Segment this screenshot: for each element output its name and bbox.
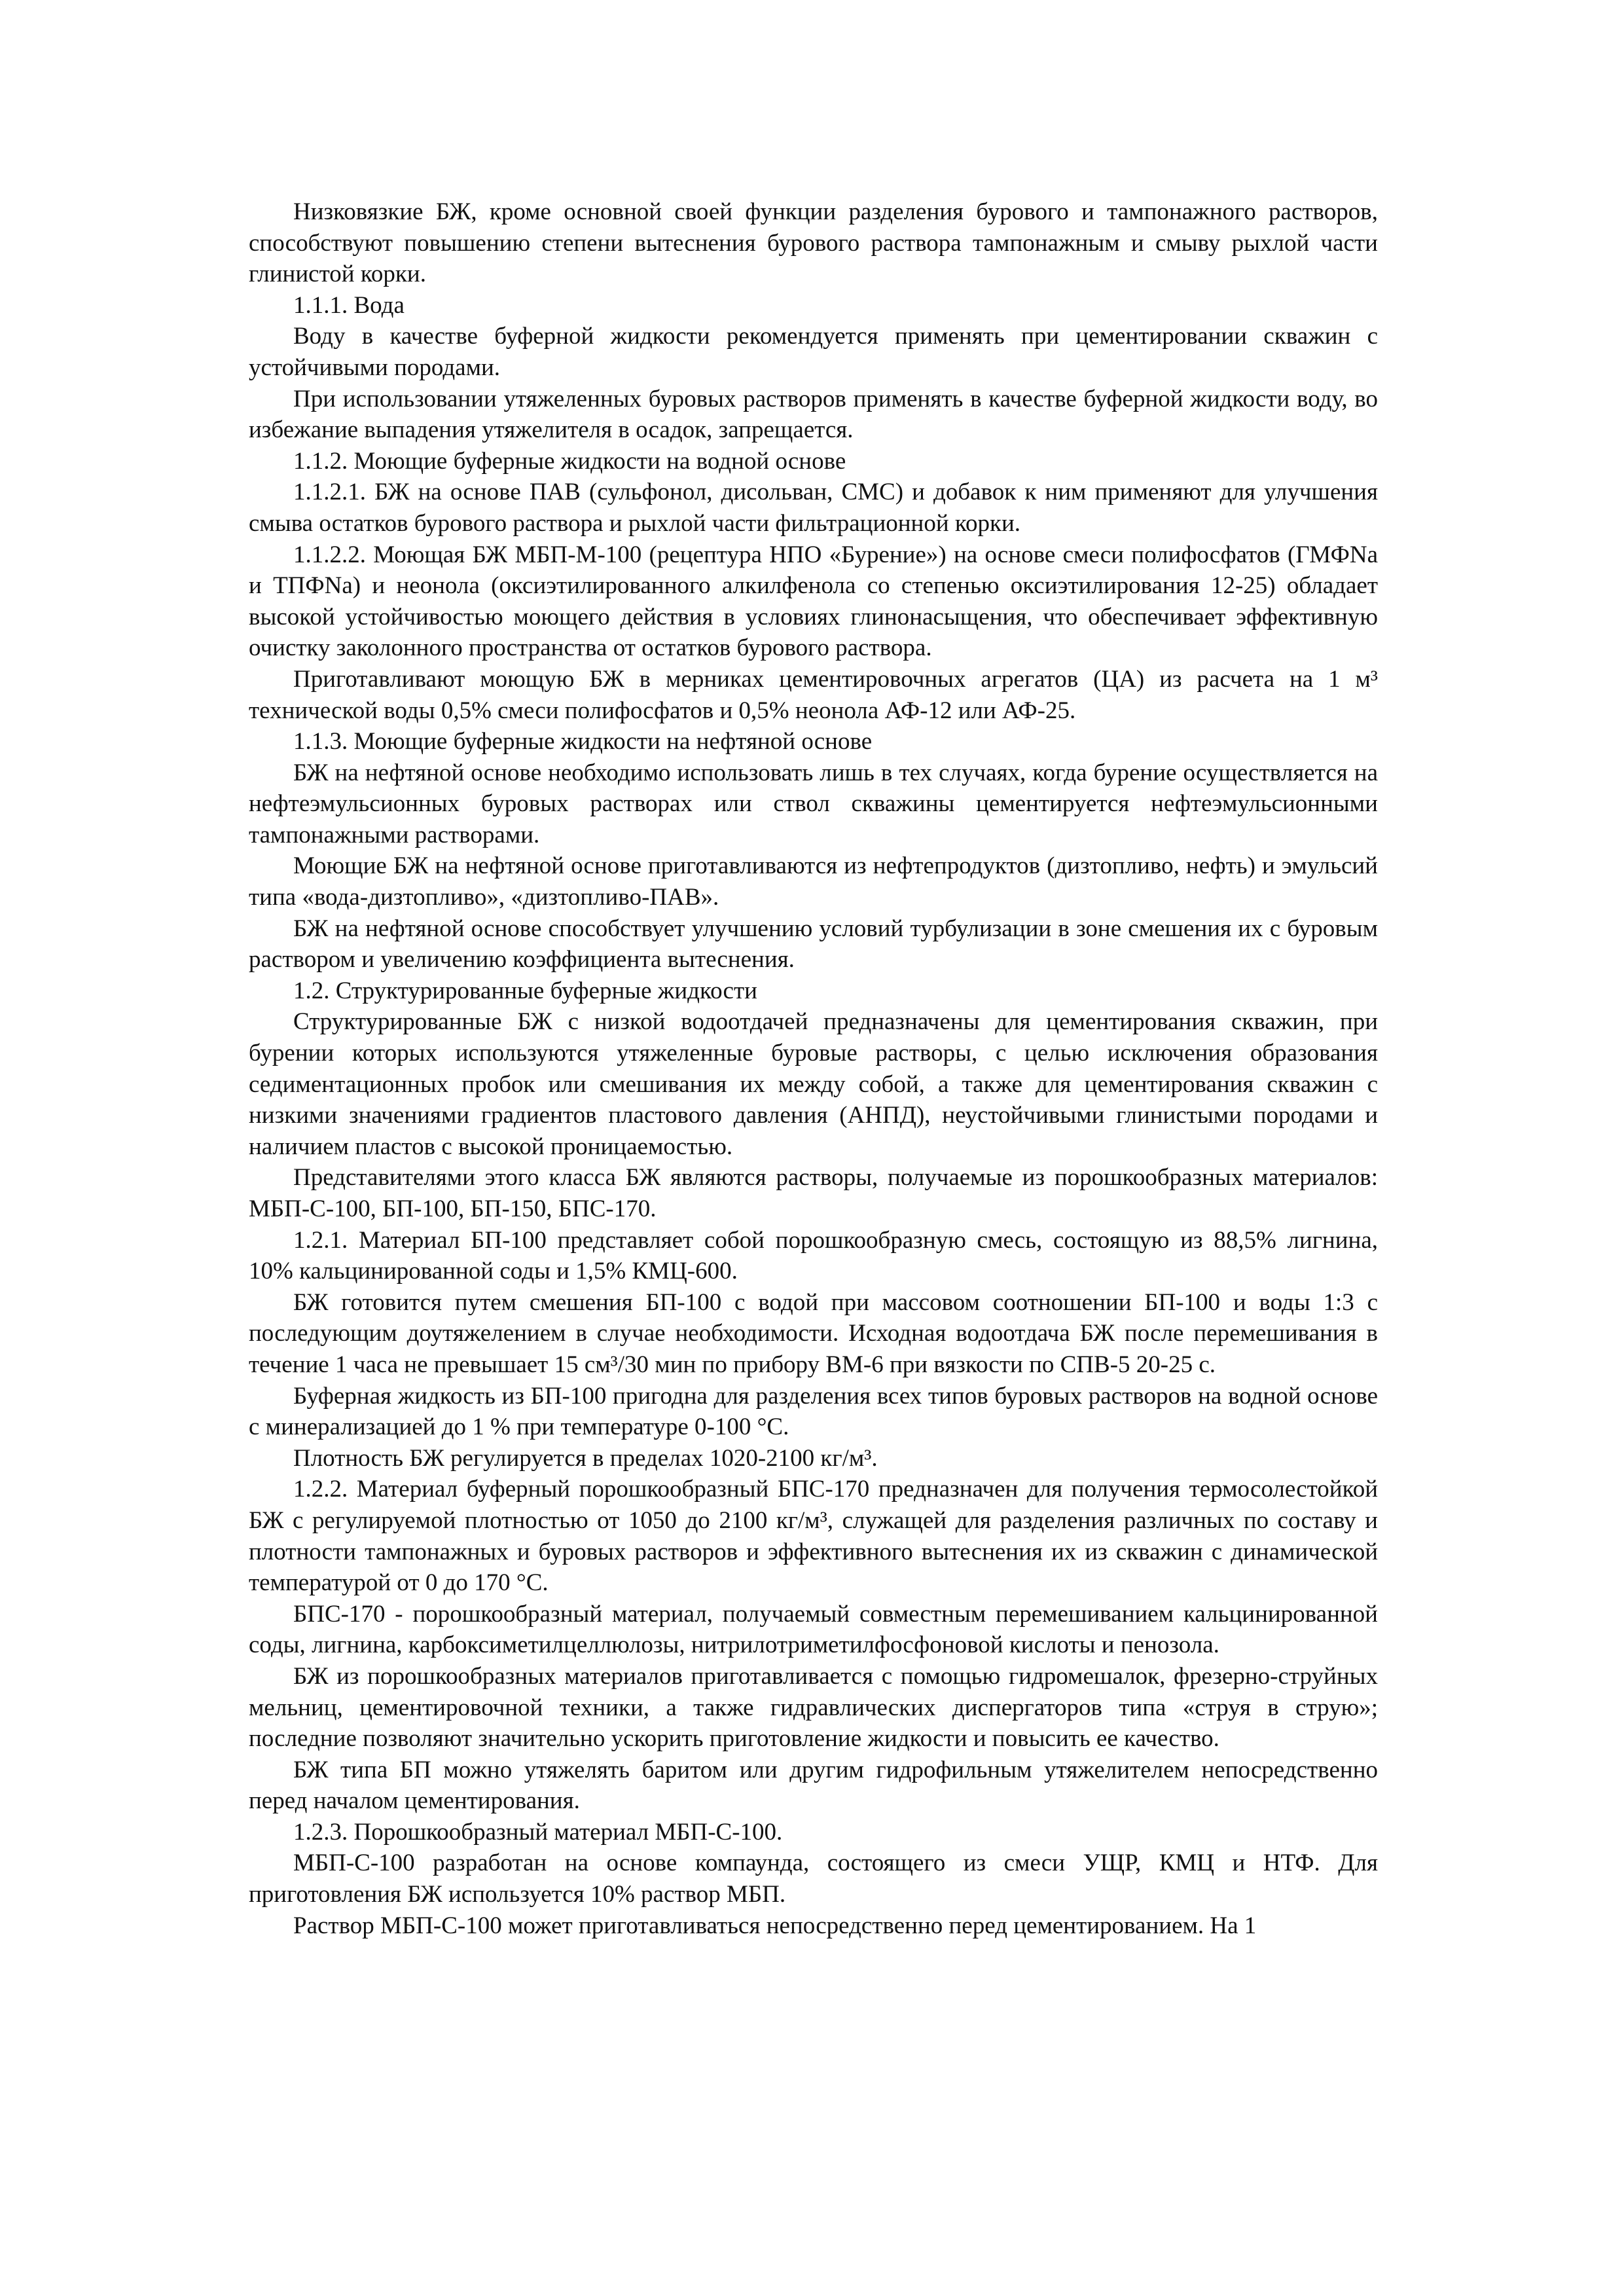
section-heading: 1.2. Структурированные буферные жидкости bbox=[293, 977, 757, 1004]
paragraph: 1.2.2. Материал буферный порошкообразный БПС-170 предназначен для получения термосолестойкой БЖ с регулируемой плотностью от 1050 до 2100 кг/м³, служащей для разделения различных по составу и плотности тампонажных и буровых растворов и эффективного вытеснения их из скважин с динамической температурой от 0 до 170 °С. bbox=[249, 1476, 1378, 1597]
section-heading: 1.1.1. Вода bbox=[293, 291, 405, 319]
paragraph: Воду в качестве буферной жидкости рекомендуется применять при цементировании скважин с устойчивыми породами. bbox=[249, 323, 1378, 381]
paragraph: Низковязкие БЖ, кроме основной своей функции разделения бурового и тампонажного растворов, способствуют повышению степени вытеснения бурового раствора тампонажным и смыву рыхлой части глинистой корки. bbox=[249, 198, 1378, 288]
paragraph: 1.1.2.1. БЖ на основе ПАВ (сульфонол, дисольван, СМС) и добавок к ним применяют для улучшения смыва остатков бурового раствора и рыхлой части фильтрационной корки. bbox=[249, 479, 1378, 537]
paragraph: Раствор МБП-С-100 может приготавливаться непосредственно перед цементированием. На 1 bbox=[293, 1912, 1257, 1939]
section-heading: 1.1.3. Моющие буферные жидкости на нефтяной основе bbox=[293, 728, 873, 756]
paragraph: БЖ готовится путем смешения БП-100 с водой при массовом соотношении БП-100 и воды 1:3 с последующим доутяжелением в случае необходимости. Исходная водоотдача БЖ после перемешивания в течение 1 часа не превышает 15 см³/30 мин по прибору ВМ-6 при вязкости по СПВ-5 20-25 с. bbox=[249, 1288, 1378, 1378]
paragraph: Моющие БЖ на нефтяной основе приготавливаются из нефтепродуктов (дизтопливо, нефть) и эмульсий типа «вода-дизтопливо», «дизтопливо-ПАВ». bbox=[249, 852, 1378, 911]
paragraph: МБП-С-100 разработан на основе компаунда, состоящего из смеси УЩР, КМЦ и НТФ. Для приготовления БЖ используется 10% раствор МБП. bbox=[249, 1850, 1378, 1908]
document-page bbox=[249, 196, 1378, 1941]
paragraph: БЖ на нефтяной основе необходимо использовать лишь в тех случаях, когда бурение осуществляется на нефтеэмульсионных буровых растворах или ствол скважины цементируется нефтеэмульсионными тампонажными растворами. bbox=[249, 759, 1378, 848]
paragraph: БЖ на нефтяной основе способствует улучшению условий турбулизации в зоне смешения их с буровым раствором и увеличению коэффициента вытеснения. bbox=[249, 915, 1378, 974]
paragraph: Приготавливают моющую БЖ в мерниках цементировочных агрегатов (ЦА) из расчета на 1 м³ технической воды 0,5% смеси полифосфатов и 0,5% неонола АФ-12 или АФ-25. bbox=[249, 665, 1378, 724]
paragraph: 1.2.1. Материал БП-100 представляет собой порошкообразную смесь, состоящую из 88,5% лигнина, 10% кальцинированной соды и 1,5% КМЦ-600. bbox=[249, 1226, 1378, 1285]
paragraph: Структурированные БЖ с низкой водоотдачей предназначены для цементирования скважин, при бурении которых используются утяжеленные буровые растворы, с целью исключения образования седиментационных пробок или смешивания их между собой, а также для цементирования скважин с низкими значениями градиентов пластового давления (АНПД), неустойчивыми глинистыми породами и наличием пластов с высокой проницаемостью. bbox=[249, 1008, 1378, 1160]
paragraph: БЖ типа БП можно утяжелять баритом или другим гидрофильным утяжелителем непосредственно перед началом цементирования. bbox=[249, 1756, 1378, 1815]
paragraph: Представителями этого класса БЖ являются растворы, получаемые из порошкообразных материалов: МБП-С-100, БП-100, БП-150, БПС-170. bbox=[249, 1164, 1378, 1222]
paragraph: Буферная жидкость из БП-100 пригодна для разделения всех типов буровых растворов на водной основе с минерализацией до 1 % при температуре 0-100 °С. bbox=[249, 1382, 1378, 1441]
section-heading: 1.2.3. Порошкообразный материал МБП-С-100. bbox=[293, 1818, 783, 1846]
paragraph: БЖ из порошкообразных материалов приготавливается с помощью гидромешалок, фрезерно-струйных мельниц, цементировочной техники, а также гидравлических диспергаторов типа «струя в струю»; последние позволяют значительно ускорить приготовление жидкости и повысить ее качество. bbox=[249, 1662, 1378, 1753]
paragraph: При использовании утяжеленных буровых растворов применять в качестве буферной жидкости воду, во избежание выпадения утяжелителя в осадок, запрещается. bbox=[249, 385, 1378, 444]
paragraph: Плотность БЖ регулируется в пределах 1020-2100 кг/м³. bbox=[293, 1444, 878, 1472]
paragraph: БПС-170 - порошкообразный материал, получаемый совместным перемешиванием кальцинированной соды, лигнина, карбоксиметилцеллюлозы, нитрилотриметилфосфоновой кислоты и пенозола. bbox=[249, 1600, 1378, 1659]
section-heading: 1.1.2. Моющие буферные жидкости на водной основе bbox=[293, 447, 846, 475]
paragraph: 1.1.2.2. Моющая БЖ МБП-М-100 (рецептура НПО «Бурение») на основе смеси полифосфатов (ГМФNa и ТПФNa) и неонола (оксиэтилированного алкилфенола со степенью оксиэтилирования 12-25) обладает высокой устойчивостью моющего действия в условиях глинонасыщения, что обеспечивает эффективную очистку заколонного пространства от остатков бурового раствора. bbox=[249, 541, 1378, 662]
